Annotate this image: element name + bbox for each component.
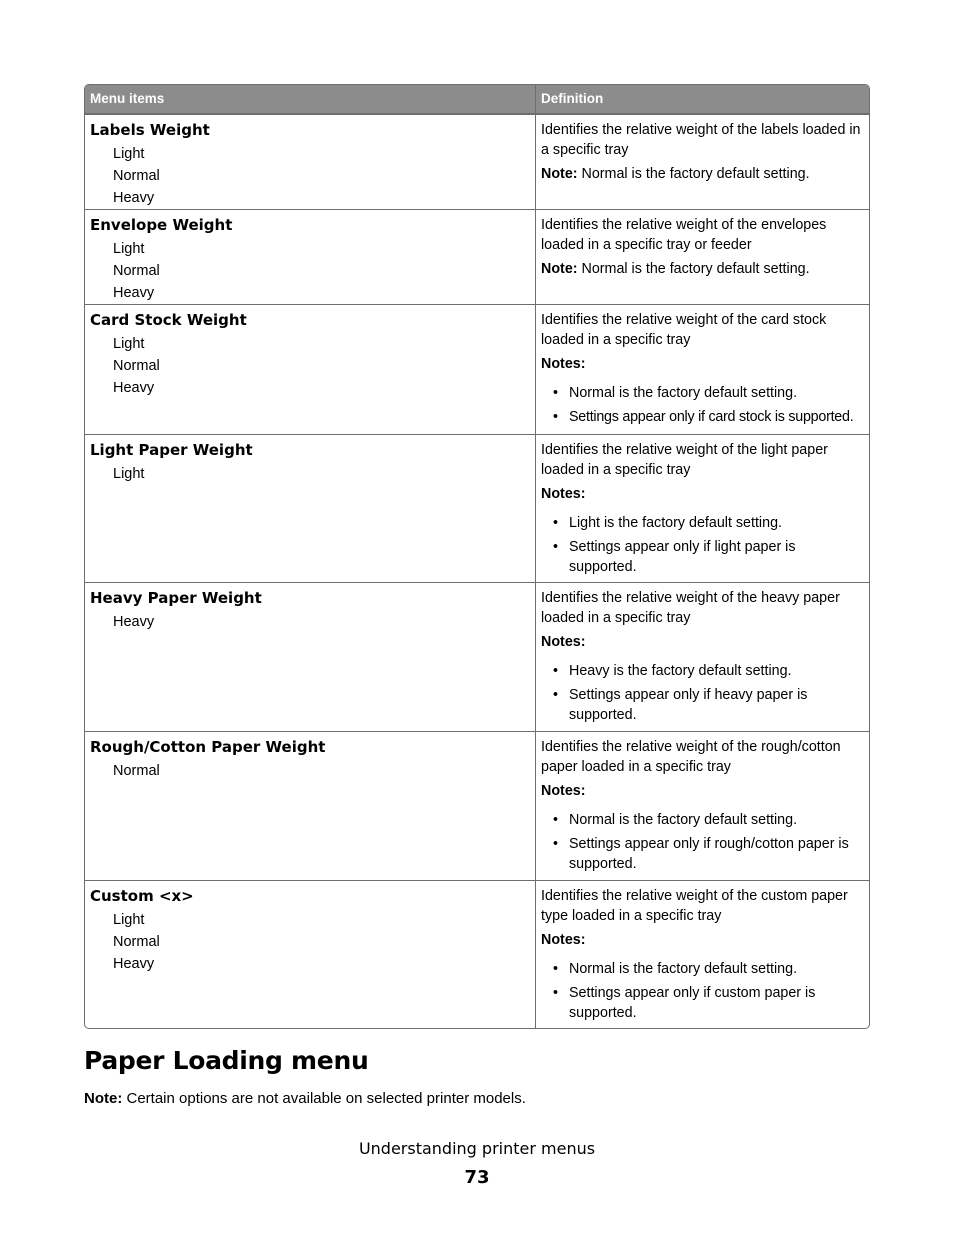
- note-item: • Settings appear only if card stock is supported.: [541, 408, 865, 428]
- notes-list: [541, 384, 865, 428]
- note-text: Normal is the factory default setting.: [577, 261, 810, 277]
- definition-cell: [536, 732, 869, 880]
- note-label: Note:: [541, 261, 578, 277]
- menu-item-cell: [85, 583, 536, 731]
- menu-option: Normal: [113, 263, 160, 279]
- definition-cell: [536, 305, 869, 434]
- table-row: [85, 114, 869, 209]
- menu-option: Light: [113, 146, 145, 162]
- note-label: Note:: [541, 166, 578, 182]
- definition-text: Identifies the relative weight of the heavy paper loaded in a specific tray: [541, 590, 840, 626]
- note-item: • Settings appear only if light paper is supported.: [541, 538, 865, 577]
- menu-item-title: Rough/Cotton Paper Weight: [90, 738, 326, 756]
- section-heading: Paper Loading menu: [84, 1046, 369, 1075]
- definition-text: Identifies the relative weight of the envelopes loaded in a specific tray or feeder: [541, 217, 827, 253]
- page-number: 73: [464, 1167, 490, 1188]
- menu-item-title: Card Stock Weight: [90, 311, 247, 329]
- definition-text: Identifies the relative weight of the labels loaded in a specific tray: [541, 122, 861, 158]
- menu-option: Normal: [113, 934, 160, 950]
- note-item: • Light is the factory default setting.: [541, 514, 865, 534]
- menu-option: Light: [113, 336, 145, 352]
- table-row: [85, 582, 869, 731]
- definition-text: Identifies the relative weight of the card stock loaded in a specific tray: [541, 312, 827, 348]
- note-item: • Normal is the factory default setting.: [541, 960, 865, 980]
- notes-label: Notes:: [541, 783, 586, 799]
- table-row: [85, 304, 869, 434]
- menu-option: Light: [113, 466, 145, 482]
- notes-list: [541, 960, 865, 1024]
- menu-item-title: Custom <x>: [90, 887, 194, 905]
- menu-option: Heavy: [113, 956, 155, 972]
- note-item: • Settings appear only if heavy paper is supported.: [541, 686, 865, 725]
- section-note: [84, 1090, 526, 1107]
- notes-list: [541, 811, 865, 875]
- notes-label: Notes:: [541, 634, 586, 650]
- notes-label: Notes:: [541, 932, 586, 948]
- header-definition: Definition: [541, 91, 604, 106]
- definition-cell: [536, 881, 869, 1028]
- definition-text: Identifies the relative weight of the rough/cotton paper loaded in a specific tray: [541, 739, 841, 775]
- menu-item-cell: [85, 305, 536, 434]
- table-row: [85, 731, 869, 880]
- menu-item-title: Labels Weight: [90, 121, 210, 139]
- menu-option: Heavy: [113, 614, 155, 630]
- section-note-text: Certain options are not available on selected printer models.: [122, 1090, 526, 1107]
- menu-item-cell: [85, 732, 536, 880]
- menu-item-title: Heavy Paper Weight: [90, 589, 262, 607]
- notes-list: [541, 662, 865, 726]
- note-item: • Normal is the factory default setting.: [541, 811, 865, 831]
- note-item: • Heavy is the factory default setting.: [541, 662, 865, 682]
- note-line: [541, 260, 865, 280]
- definition-cell: [536, 435, 869, 582]
- menu-option: Heavy: [113, 190, 155, 206]
- note-text: Normal is the factory default setting.: [577, 166, 810, 182]
- definition-cell: [536, 115, 869, 209]
- definition-cell: [536, 583, 869, 731]
- definition-text: Identifies the relative weight of the custom paper type loaded in a specific tray: [541, 888, 848, 924]
- notes-label: Notes:: [541, 356, 586, 372]
- table-row: [85, 434, 869, 582]
- table-row: [85, 209, 869, 304]
- footer-chapter-title: Understanding printer menus: [358, 1139, 596, 1158]
- menu-option: Light: [113, 241, 145, 257]
- note-item: • Settings appear only if rough/cotton paper is supported.: [541, 835, 865, 874]
- menu-option: Heavy: [113, 285, 155, 301]
- note-item: • Settings appear only if custom paper is supported.: [541, 984, 865, 1023]
- menu-item-cell: [85, 435, 536, 582]
- menu-item-title: Envelope Weight: [90, 216, 233, 234]
- table-row: [85, 880, 869, 1028]
- menu-item-cell: [85, 881, 536, 1028]
- menu-option: Normal: [113, 763, 160, 779]
- menu-option: Light: [113, 912, 145, 928]
- menu-item-cell: [85, 115, 536, 209]
- menu-option: Normal: [113, 358, 160, 374]
- menu-definition-table: [84, 84, 870, 1029]
- table-header: [85, 85, 869, 114]
- menu-option: Heavy: [113, 380, 155, 396]
- menu-item-title: Light Paper Weight: [90, 441, 253, 459]
- definition-text: Identifies the relative weight of the light paper loaded in a specific tray: [541, 442, 828, 478]
- definition-cell: [536, 210, 869, 304]
- note-line: [541, 165, 865, 185]
- header-menu-items: Menu items: [85, 85, 536, 113]
- menu-option: Normal: [113, 168, 160, 184]
- menu-item-cell: [85, 210, 536, 304]
- note-item: • Normal is the factory default setting.: [541, 384, 865, 404]
- section-note-label: Note:: [84, 1090, 123, 1107]
- notes-list: [541, 514, 865, 578]
- notes-label: Notes:: [541, 486, 586, 502]
